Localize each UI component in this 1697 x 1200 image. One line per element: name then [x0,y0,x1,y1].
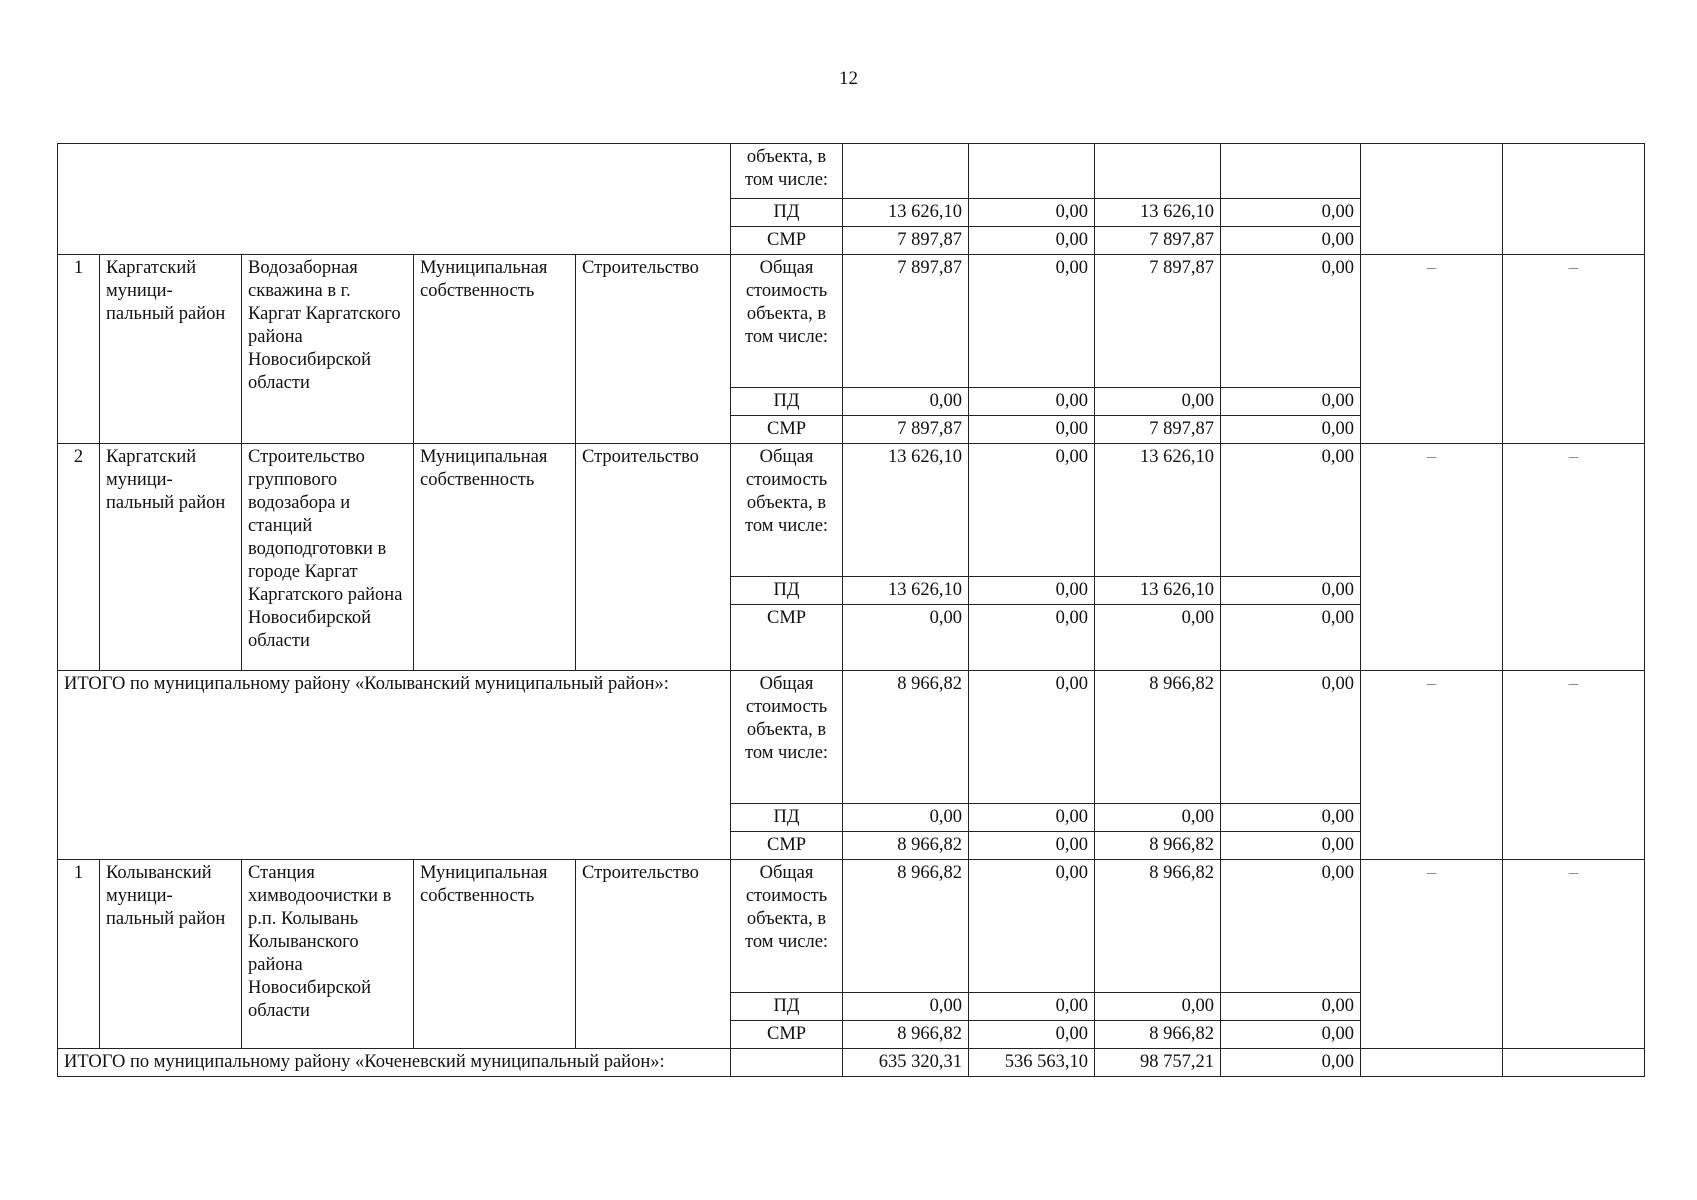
value-cell [843,144,969,199]
value-cell: 0,00 [969,860,1095,993]
dash-cell: – [1503,255,1645,444]
value-cell: 0,00 [1095,605,1221,671]
cost-type-blank [731,1049,843,1077]
value-cell: 0,00 [969,1021,1095,1049]
value-cell: 7 897,87 [843,255,969,388]
value-cell: 13 626,10 [1095,577,1221,605]
work-type-cell: Строительство [576,444,731,671]
value-cell: 0,00 [843,605,969,671]
subtotal-label: ИТОГО по муниципальному району «Колыванский муниципальный район»: [58,671,731,860]
dash-cell: – [1503,444,1645,671]
object-name-cell: Строительство группового водозабора и станций водоподготовки в городе Каргат Каргатского района Новосибирской области [242,444,414,671]
dash-cell: – [1503,860,1645,1049]
cost-type-label: ПД [731,388,843,416]
value-cell: 13 626,10 [843,577,969,605]
value-cell: 0,00 [969,605,1095,671]
cost-type-label: СМР [731,832,843,860]
value-cell [1095,144,1221,199]
cost-type-label: Общая стоимость объекта, в том числе: [731,444,843,577]
value-cell: 0,00 [969,227,1095,255]
value-cell: 8 966,82 [843,671,969,804]
value-cell [969,144,1095,199]
value-cell: 0,00 [843,993,969,1021]
value-cell: 0,00 [1221,832,1361,860]
table-row [58,255,1645,388]
value-cell: 0,00 [1221,577,1361,605]
value-cell: 0,00 [1095,388,1221,416]
budget-table [57,143,1645,1077]
cost-type-label: Общая стоимость объекта, в том числе: [731,671,843,804]
value-cell: 0,00 [969,255,1095,388]
value-cell: 0,00 [1221,671,1361,804]
cost-type-label: СМР [731,227,843,255]
value-cell: 98 757,21 [1095,1049,1221,1077]
cost-type-label: объекта, в том числе: [731,144,843,199]
dash-cell: – [1361,444,1503,671]
value-cell: 536 563,10 [969,1049,1095,1077]
value-cell: 0,00 [969,577,1095,605]
page-number: 12 [839,68,858,89]
object-name-cell: Водозаборная скважина в г. Каргат Каргатского района Новосибирской области [242,255,414,444]
value-cell: 0,00 [843,388,969,416]
object-name-cell: Станция химводоочистки в р.п. Колывань Колыванского района Новосибирской области [242,860,414,1049]
extra-cell [1361,144,1503,255]
value-cell: 8 966,82 [1095,671,1221,804]
value-cell: 0,00 [969,832,1095,860]
work-type-cell: Строительство [576,255,731,444]
value-cell: 0,00 [1221,993,1361,1021]
value-cell: 0,00 [1221,1049,1361,1077]
value-cell: 8 966,82 [1095,832,1221,860]
extra-cell [1503,144,1645,255]
row-number: 1 [58,860,100,1049]
cost-type-label: ПД [731,199,843,227]
cost-type-label: СМР [731,605,843,671]
cost-type-label: Общая стоимость объекта, в том числе: [731,860,843,993]
value-cell: 0,00 [1221,416,1361,444]
table-row [58,1049,1645,1077]
value-cell: 13 626,10 [1095,199,1221,227]
value-cell: 13 626,10 [843,444,969,577]
ownership-cell: Муниципальная собственность [414,860,576,1049]
value-cell: 0,00 [1221,227,1361,255]
value-cell: 8 966,82 [1095,860,1221,993]
cost-type-label: Общая стоимость объекта, в том числе: [731,255,843,388]
value-cell: 7 897,87 [843,416,969,444]
value-cell: 7 897,87 [1095,416,1221,444]
value-cell: 0,00 [1095,993,1221,1021]
table-row [58,144,1645,199]
value-cell: 7 897,87 [1095,255,1221,388]
dash-cell: – [1361,671,1503,860]
dash-cell: – [1361,255,1503,444]
value-cell: 0,00 [969,444,1095,577]
value-cell: 0,00 [1221,199,1361,227]
ownership-cell: Муниципальная собственность [414,444,576,671]
district-cell: Каргатский муници-пальный район [100,444,242,671]
table-row [58,860,1645,993]
cost-type-label: ПД [731,993,843,1021]
subtotal-label: ИТОГО по муниципальному району «Коченевский муниципальный район»: [58,1049,731,1077]
value-cell: 0,00 [1221,255,1361,388]
value-cell: 0,00 [843,804,969,832]
work-type-cell: Строительство [576,860,731,1049]
cost-type-label: СМР [731,416,843,444]
district-cell: Каргатский муници-пальный район [100,255,242,444]
table-row [58,444,1645,577]
value-cell: 0,00 [1221,860,1361,993]
cost-type-label: СМР [731,1021,843,1049]
value-cell: 0,00 [969,671,1095,804]
value-cell: 0,00 [969,388,1095,416]
ownership-cell: Муниципальная собственность [414,255,576,444]
value-cell: 0,00 [1221,1021,1361,1049]
cost-type-label: ПД [731,577,843,605]
row-number: 1 [58,255,100,444]
value-cell: 13 626,10 [843,199,969,227]
value-cell: 8 966,82 [1095,1021,1221,1049]
district-cell: Колыванский муници-пальный район [100,860,242,1049]
dash-cell: – [1361,860,1503,1049]
value-cell: 7 897,87 [843,227,969,255]
value-cell: 0,00 [1221,388,1361,416]
carry-over-blank-cell [58,144,731,255]
row-number: 2 [58,444,100,671]
value-cell: 0,00 [969,199,1095,227]
value-cell: 0,00 [1221,444,1361,577]
value-cell: 7 897,87 [1095,227,1221,255]
extra-cell [1361,1049,1503,1077]
value-cell: 0,00 [1221,605,1361,671]
value-cell: 0,00 [1221,804,1361,832]
value-cell: 8 966,82 [843,860,969,993]
value-cell: 0,00 [1095,804,1221,832]
extra-cell [1503,1049,1645,1077]
value-cell: 8 966,82 [843,832,969,860]
dash-cell: – [1503,671,1645,860]
value-cell: 8 966,82 [843,1021,969,1049]
value-cell: 0,00 [969,416,1095,444]
cost-type-label: ПД [731,804,843,832]
value-cell: 0,00 [969,804,1095,832]
value-cell: 13 626,10 [1095,444,1221,577]
value-cell [1221,144,1361,199]
value-cell: 635 320,31 [843,1049,969,1077]
value-cell: 0,00 [969,993,1095,1021]
table-row [58,671,1645,804]
